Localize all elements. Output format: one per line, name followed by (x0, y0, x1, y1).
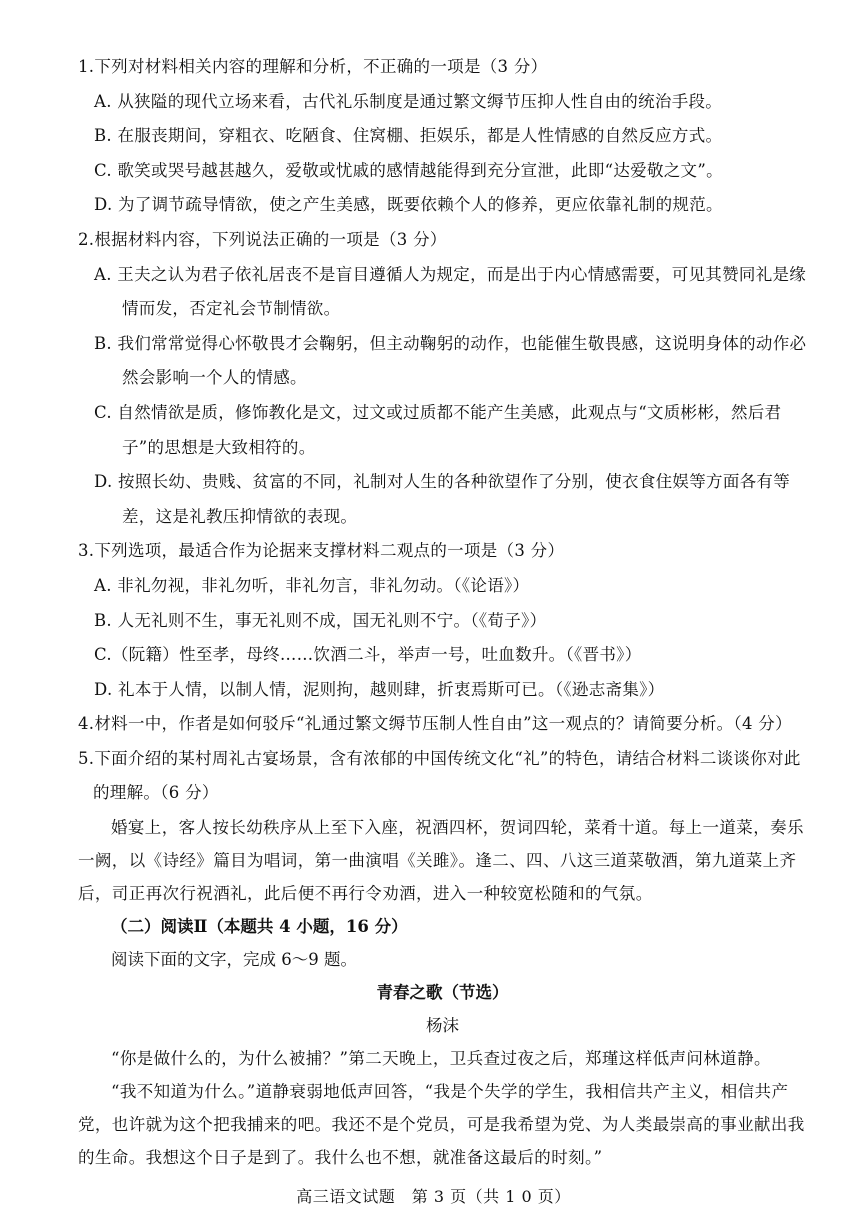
question-1-option-a: A. 从狭隘的现代立场来看，古代礼乐制度是通过繁文缛节压抑人性自由的统治手段。 (94, 91, 723, 111)
question-2-stem: 2.根据材料内容，下列说法正确的一项是（3 分） (78, 229, 447, 249)
question-3-option-d: D. 礼本于人情，以制人情，泥则拘，越则肆，折衷焉斯可已。（《逊志斋集》） (94, 679, 665, 699)
question-3-option-b: B. 人无礼则不生，事无礼则不成，国无礼则不宁。（《荀子》） (94, 610, 547, 630)
question-1-option-d: D. 为了调节疏导情欲，使之产生美感，既要依赖个人的修养，更应依靠礼制的规范。 (94, 195, 723, 215)
section-instruction: 阅读下面的文字，完成 6～9 题。 (111, 950, 357, 970)
passage-author: 杨沫 (426, 1016, 459, 1036)
section-heading: （二）阅读Ⅱ（本题共 4 小题，16 分） (111, 917, 408, 937)
question-3-option-c: C.（阮籍）性至孝，母终……饮酒二斗，举声一号，吐血数升。（《晋书》） (94, 645, 642, 665)
question-3-option-a: A. 非礼勿视，非礼勿听，非礼勿言，非礼勿动。（《论语》） (94, 575, 530, 595)
question-5-passage: 婚宴上，客人按长幼秩序从上至下入座，祝酒四杯，贺词四轮，菜肴十道。每上一道菜，奏乐一阙，以《诗经》篇目为唱词，第一曲演唱《关雎》。逢二、四、八这三道菜敬酒，第九道菜上齐后，司正再次行祝酒礼，此后便不再行令劝酒，进入一种较宽松随和的气氛。 (78, 818, 804, 904)
question-2-option-b: B. 我们常常觉得心怀敬畏才会鞠躬，但主动鞠躬的动作，也能催生敬畏感，这说明身体的动作必然会影响一个人的情感。 (94, 333, 807, 388)
question-2-option-d: D. 按照长幼、贵贱、贫富的不同，礼制对人生的各种欲望作了分别，使衣食住娱等方面各有等差，这是礼教压抑情欲的表现。 (94, 472, 791, 526)
question-2-option-c: C. 自然情欲是质，修饰教化是文，过文或过质都不能产生美感，此观点与“文质彬彬，然后君子”的思想是大致相符的。 (94, 402, 782, 457)
page-footer: 高三语文试题 第 3 页（共 1 0 页） (296, 1187, 571, 1206)
question-3-stem: 3.下列选项，最适合作为论据来支撑材料二观点的一项是（3 分） (78, 541, 565, 561)
passage-paragraph: “你是做什么的，为什么被捕？”第二天晚上，卫兵查过夜之后，郑瑾这样低声问林道静。 (111, 1049, 771, 1069)
question-1-option-c: C. 歌笑或哭号越甚越久，爱敬或忧戚的感情越能得到充分宣泄，此即“达爱敬之文”。 (94, 160, 723, 180)
question-5-stem: 5.下面介绍的某村周礼古宴场景，含有浓郁的中国传统文化“礼”的特色，请结合材料二谈谈你对此的理解。（6 分） (78, 748, 801, 803)
passage-paragraph: “我不知道为什么。”道静衰弱地低声回答，“我是个失学的学生，我相信共产主义，相信共产党，也许就为这个把我捕来的吧。我还不是个党员，可是我希望为党、为人类最崇高的事业献出我的生命。我想这个日子是到了。我什么也不想，就准备这最后的时刻。” (78, 1082, 805, 1168)
question-4-stem: 4.材料一中，作者是如何驳斥“礼通过繁文缛节压制人性自由”这一观点的？请简要分析。（4 分） (78, 714, 792, 734)
question-1-stem: 1.下列对材料相关内容的理解和分析，不正确的一项是（3 分） (78, 57, 548, 76)
question-1-option-b: B. 在服丧期间，穿粗衣、吃陋食、住窝棚、拒娱乐，都是人性情感的自然反应方式。 (94, 126, 723, 146)
question-2-option-a: A. 王夫之认为君子依礼居丧不是盲目遵循人为规定，而是出于内心情感需要，可见其赞同礼是缘情而发，否定礼会节制情欲。 (94, 264, 807, 319)
passage-title: 青春之歌（节选） (376, 983, 509, 1003)
